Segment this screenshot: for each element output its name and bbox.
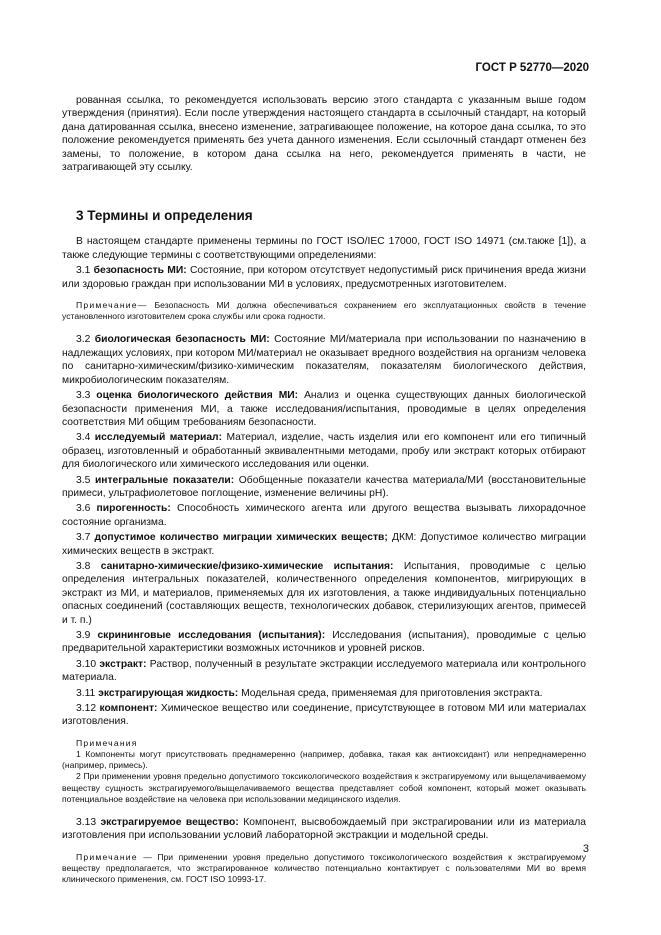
- term-3-7: 3.7 допустимое количество миграции химических веществ; ДКМ: Допустимое количество миграции химических веществ в экстракт.: [62, 532, 586, 557]
- page-number: 3: [582, 843, 589, 855]
- term-3-9: 3.9 скрининговые исследования (испытания): Исследования (испытания), проводимые с целью предварительной характеристики возможных источников и уровней рисков.: [62, 630, 586, 655]
- term-3-2: 3.2 биологическая безопасность МИ: Состояние МИ/материала при использовании по назначению в надлежащих условиях, при котором МИ/материал не оказывает вредного воздействия на организм человека по санитарно-химическим/физико-химическим показателям, показателям биологического действия, микробиологическим показателям.: [62, 334, 586, 386]
- note-block-1: Примечание— Безопасность МИ должна обеспечиваться сохранением его эксплуатационных свойств в течение установленного изготовителем срока службы или срока годности.: [62, 300, 586, 322]
- term-label: пирогенность:: [96, 503, 171, 515]
- term-3-13: 3.13 экстрагируемое вещество: Компонент, высвобождаемый при экстрагировании или из материала изготовления при использовании условий лабораторной экстракции и модельной среды.: [62, 817, 586, 842]
- term-3-3: 3.3 оценка биологического действия МИ: Анализ и оценка существующих данных биологической безопасности применения МИ, а также исследования/испытания, проводимые в целях определения соответствия МИ общим требованиям безопасности.: [62, 390, 586, 428]
- term-label: санитарно-химические/физико-химические испытания:: [100, 560, 394, 572]
- term-label: компонент:: [99, 703, 158, 715]
- term-label: скрининговые исследования (испытания):: [97, 630, 326, 641]
- note-label: Примечание: [76, 851, 138, 862]
- term-3-6: 3.6 пирогенность: Способность химического агента или другого вещества вызывать лихорадочное состояние организма.: [62, 503, 586, 528]
- term-label: допустимое количество миграции химических веществ;: [94, 532, 388, 544]
- term-label: экстрагируемое вещество:: [100, 817, 239, 829]
- term-3-11: 3.11 экстрагирующая жидкость: Модельная среда, применяемая для приготовления экстракта.: [76, 687, 543, 699]
- note-label: Примечание—: [76, 300, 148, 311]
- term-3-10: 3.10 экстракт: Раствор, полученный в результате экстракции исследуемого материала или контрольного материала.: [62, 658, 586, 684]
- term-label: оценка биологического действия МИ:: [96, 390, 299, 402]
- note-item-1: 1 Компоненты могут присутствовать преднамеренно (например, добавка, такая как антиоксидант) или непреднамеренно (например, примесь).: [62, 749, 586, 771]
- term-label: исследуемый материал:: [94, 432, 223, 444]
- note-item-2: 2 При применении уровня предельно допустимого токсикологического воздействия к экстрагируемому или выщелачиваемому веществу сущность экстрагируемого/выщелачиваемого вещества представляет собой компонент, который может оказывать потенциальное воздействие на человека при использовании медицинского изделия.: [62, 771, 586, 804]
- note-block-3: Примечание — При применении уровня предельно допустимого токсикологического воздействия к экстрагируемому веществу предполагается, что экстрагированное количество потенциально контактирует с пользователями МИ во время клинического применения, см. ГОСТ ISO 10993-17.: [62, 851, 587, 885]
- section-lead: В настоящем стандарте применены термины по ГОСТ ISO/IEC 17000, ГОСТ ISO 14971 (см.также [1]), а также следующие термины с соответствующими определениями:: [62, 236, 586, 261]
- section-title: 3 Термины и определения: [76, 208, 253, 224]
- term-label: интегральные показатели:: [94, 474, 235, 486]
- notes-label: Примечания: [76, 737, 138, 748]
- term-3-12: 3.12 компонент: Химическое вещество или соединение, присутствующее в готовом МИ или материалах изготовления.: [62, 703, 586, 728]
- term-3-1: 3.1 безопасность МИ: Состояние, при котором отсутствует недопустимый риск причинения вреда жизни или здоровью граждан при использовании МИ в условиях, предусмотренных изготовителем.: [62, 265, 586, 290]
- term-label: экстракт:: [99, 658, 147, 670]
- term-3-5: 3.5 интегральные показатели: Обобщенные показатели качества материала/МИ (восстановительные примеси, ультрафиолетовое поглощение, изменение величины pH).: [62, 474, 586, 499]
- term-label: безопасность МИ:: [93, 265, 187, 277]
- term-label: биологическая безопасность МИ:: [94, 334, 270, 346]
- intro-paragraph: рованная ссылка, то рекомендуется использовать версию этого стандарта с указанным выше годом утверждения (принятия). Если после утверждения настоящего стандарта в ссылочный стандарт, на который дана датированная ссылка, внесено изменение, затрагивающее положение, на которое дана ссылка, то это положение рекомендуется применять без учета данного изменения. Если ссылочный стандарт отменен без замены, то положение, в котором дана ссылка на него, рекомендуется применять в части, не затрагивающей эту ссылку.: [62, 95, 586, 174]
- page-content: [62, 94, 586, 896]
- term-3-4: 3.4 исследуемый материал: Материал, изделие, часть изделия или его компонент или его типичный образец, изготовленный и обработанный эквивалентными методами, пробу или экстракт которых отбирают для биологического или химического исследования или оценки.: [62, 432, 586, 471]
- term-label: экстрагирующая жидкость:: [98, 687, 239, 699]
- document-id: ГОСТ Р 52770—2020: [475, 62, 589, 74]
- term-3-8: 3.8 санитарно-химические/физико-химические испытания: Испытания, проводимые с целью определения интегральных показателей, количественного определения компонентов, мигрирующих в экстракт из МИ, и материалов, применяемых для их изготовления, а также индивидуальных потенциально опасных соединений (составляющих веществ, технологических добавок, стерилизующих агентов, примесей и т. п.): [62, 560, 586, 626]
- note-block-2: [62, 738, 586, 805]
